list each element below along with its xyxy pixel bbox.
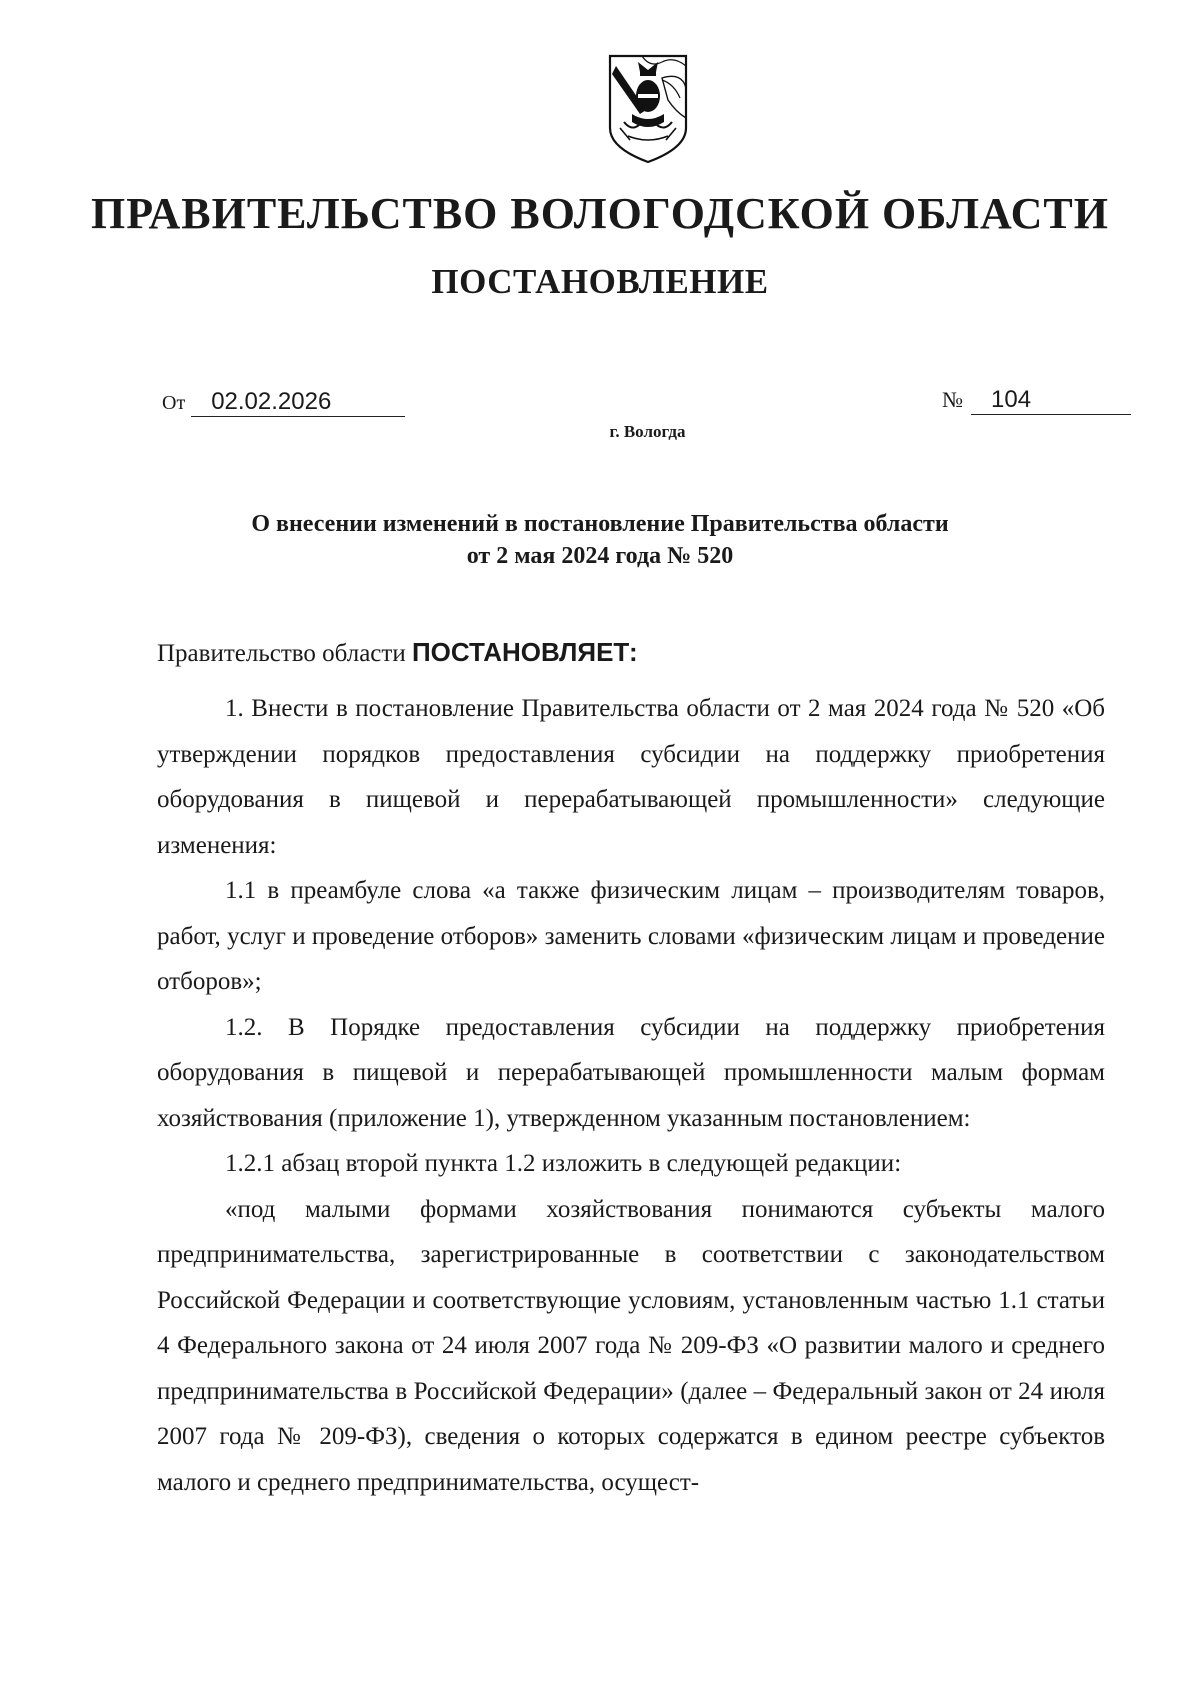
coat-of-arms-icon [602,48,694,166]
document-number: 104 [971,386,1131,415]
document-date: 02.02.2026 [191,388,405,417]
paragraph-1-2: 1.2. В Порядке предоставления субсидии на поддержку приобретения оборудования в пищевой и перерабатывающей промышленности малым формам хозяйствования (приложение 1), утвержденном указанным постановлением: [157,1013,1105,1132]
paragraph-1: 1. Внести в постановление Правительства области от 2 мая 2024 года № 520 «Об утверждении порядков предоставления субсидии на поддержку приобретения оборудования в пищевой и перерабатывающей промышленности» следующие изменения: [157,695,1105,859]
paragraph-1-2-1: 1.2.1 абзац второй пункта 1.2 изложить в следующей редакции: [225,1150,902,1177]
paragraph-quote: «под малыми формами хозяйствования понимаются субъекты малого предпринимательства, зарегистрированные в соответствии с законодательством Российской Федерации и соответствующие условиям, установленным частью 1.1 статьи 4 Федерального закона от 24 июля 2007 года № 209-ФЗ «О развитии малого и среднего предпринимательства в Российской Федерации» (далее – Федеральный закон от 24 июля 2007 года № 209-ФЗ), сведения о которых содержатся в едином реестре субъектов малого и среднего предпринимательства, осущест- [157,1195,1105,1496]
subject-line-1: О внесении изменений в постановление Правительства области [251,511,949,537]
subject-line-2: от 2 мая 2024 года № 520 [466,543,734,569]
paragraph-1-1: 1.1 в преамбуле слова «а также физическим лицам – производителям товаров, работ, услуг и проведение отборов» заменить словами «физическим лицам и проведение отборов»; [157,877,1105,995]
date-prefix: От [162,392,186,414]
document-body [157,632,1105,1505]
city: г. Вологда [609,422,686,441]
number-block [942,386,1131,415]
document-subject [0,508,1200,572]
document-type: ПОСТАНОВЛЕНИЕ [431,262,769,301]
number-prefix: № [942,387,963,412]
intro-text: Правительство области [157,640,412,667]
government-title: ПРАВИТЕЛЬСТВО ВОЛОГОДСКОЙ ОБЛАСТИ [91,189,1109,238]
intro-bold: ПОСТАНОВЛЯЕТ: [411,637,638,667]
resolution-intro [157,632,1105,674]
date-block [162,388,405,417]
